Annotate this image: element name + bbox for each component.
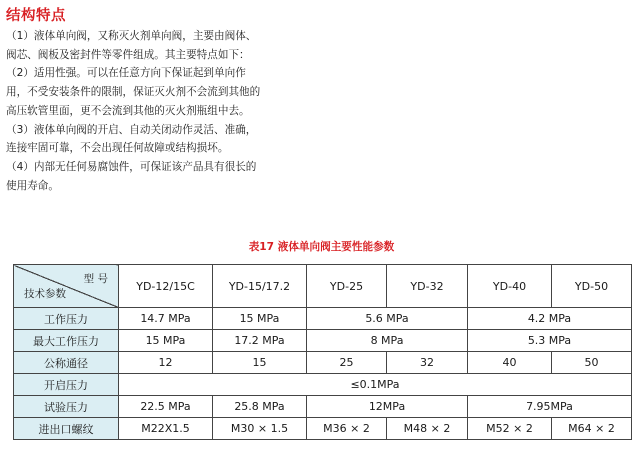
table-row — [14, 374, 632, 396]
row-label: 公称通径 — [14, 352, 119, 374]
spec-table — [13, 264, 632, 440]
table-cell: 15 MPa — [213, 308, 307, 330]
paragraph-line: 连接牢固可靠，不会出现任何故障或结构损坏。 — [6, 142, 229, 155]
table-cell: M64 × 2 — [552, 418, 632, 440]
table-cell: M22X1.5 — [119, 418, 213, 440]
table-cell: 12 — [119, 352, 213, 374]
table-cell: 22.5 MPa — [119, 396, 213, 418]
row-label: 最大工作压力 — [14, 330, 119, 352]
table-cell: 32 — [387, 352, 468, 374]
table-cell: 15 MPa — [119, 330, 213, 352]
table-row — [14, 418, 632, 440]
table-caption: 表17 液体单向阀主要性能参数 — [248, 241, 395, 253]
corner-model-label: 型 号 — [83, 273, 108, 285]
table-cell: 40 — [468, 352, 552, 374]
row-label: 工作压力 — [14, 308, 119, 330]
section-title: 结构特点 — [6, 8, 66, 24]
model-header: YD-40 — [468, 265, 552, 308]
corner-cell — [14, 265, 119, 308]
paragraph-line: 高压软管里面，更不会流到其他的灭火剂瓶组中去。 — [6, 104, 250, 117]
table-cell: 15 — [213, 352, 307, 374]
model-header: YD-50 — [552, 265, 632, 308]
table-cell: 5.3 MPa — [468, 330, 632, 352]
paragraph-line: 用，不受安装条件的限制，保证灭火剂不会流到其他的 — [6, 86, 261, 99]
table-cell: M52 × 2 — [468, 418, 552, 440]
paragraph-line: （4）内部无任何易腐蚀件，可保证该产品具有很长的 — [6, 160, 257, 173]
table-cell: ≤0.1MPa — [119, 374, 632, 396]
model-header: YD-32 — [387, 265, 468, 308]
table-row — [14, 396, 632, 418]
row-label: 进出口螺纹 — [14, 418, 119, 440]
table-row — [14, 330, 632, 352]
paragraph-line: 使用寿命。 — [6, 179, 59, 192]
model-header: YD-12/15C — [119, 265, 213, 308]
table-cell: 14.7 MPa — [119, 308, 213, 330]
table-row — [14, 352, 632, 374]
table-cell: 17.2 MPa — [213, 330, 307, 352]
corner-param-label: 技术参数 — [24, 288, 66, 300]
table-cell: 12MPa — [307, 396, 468, 418]
table-cell: 5.6 MPa — [307, 308, 468, 330]
row-label: 开启压力 — [14, 374, 119, 396]
table-cell: 7.95MPa — [468, 396, 632, 418]
table-cell: 8 MPa — [307, 330, 468, 352]
table-cell: 25 — [307, 352, 387, 374]
paragraph-line: （1）液体单向阀，又称灭火剂单向阀，主要由阀体、 — [6, 30, 257, 42]
table-cell: M36 × 2 — [307, 418, 387, 440]
table-cell: M48 × 2 — [387, 418, 468, 440]
row-label: 试验压力 — [14, 396, 119, 418]
table-cell: 4.2 MPa — [468, 308, 632, 330]
model-header: YD-25 — [307, 265, 387, 308]
feature-paragraphs — [6, 27, 336, 195]
paragraph-line: 阀芯、阀板及密封件等零件组成。其主要特点如下： — [6, 48, 250, 61]
paragraph-line: （2）适用性强。可以在任意方向下保证起到单向作 — [6, 67, 246, 80]
table-row — [14, 308, 632, 330]
table-header-row — [14, 265, 632, 308]
table-cell: 50 — [552, 352, 632, 374]
model-header: YD-15/17.2 — [213, 265, 307, 308]
paragraph-line: （3）液体单向阀的开启、自动关闭动作灵活、准确， — [6, 123, 257, 136]
table-cell: 25.8 MPa — [213, 396, 307, 418]
table-cell: M30 × 1.5 — [213, 418, 307, 440]
